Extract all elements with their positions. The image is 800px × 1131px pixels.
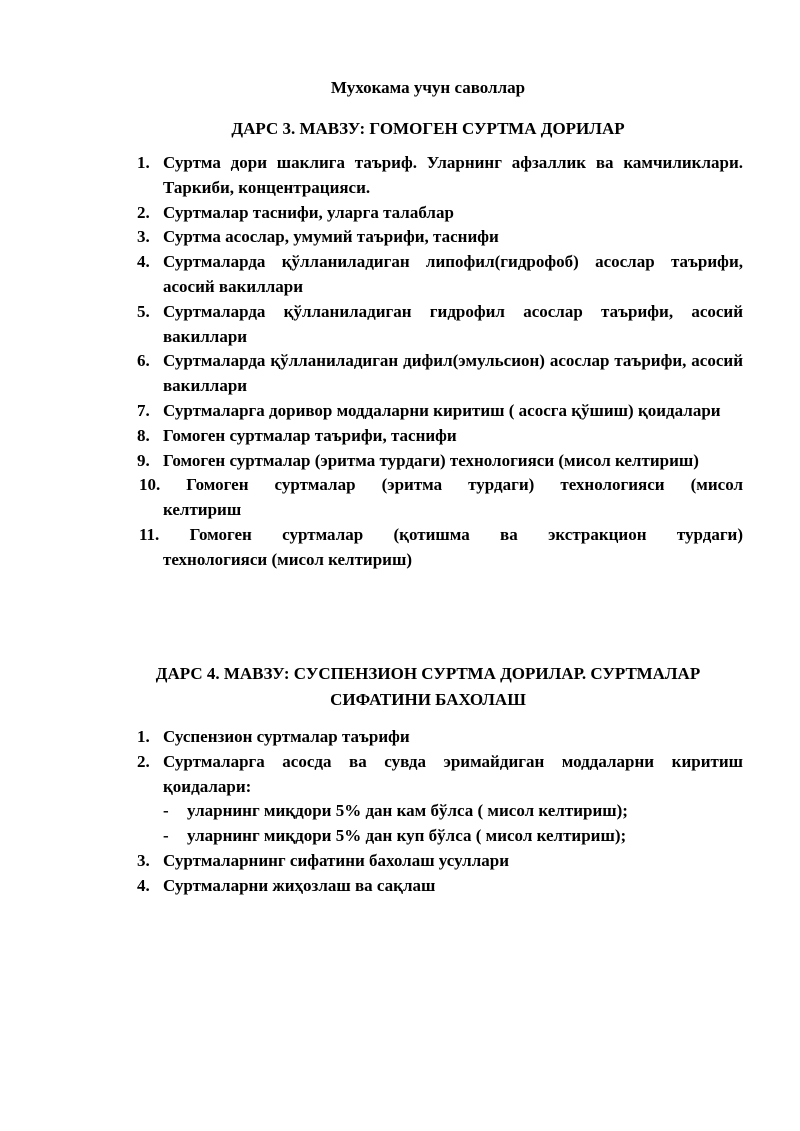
- item-line: [139, 523, 743, 548]
- item-number: 7.: [137, 400, 150, 420]
- item-text: Суртмаларни жиҳозлаш ва сақлаш: [163, 875, 436, 895]
- list-item: [137, 874, 743, 899]
- item-number: 6.: [137, 351, 150, 371]
- list-item: [137, 750, 743, 849]
- item-number: 8.: [137, 425, 150, 445]
- list-item: [137, 151, 743, 201]
- item-text: Суртмаларда қўлланиладиган дифил(эмульсион) асослар таърифи, асосий вакиллари: [163, 351, 743, 396]
- item-text: Гомоген суртмалар таърифи, таснифи: [163, 425, 457, 445]
- list-item: [139, 473, 743, 523]
- list-item: [137, 201, 743, 226]
- item-number: 4.: [137, 252, 150, 272]
- lesson4-heading-line2: СИФАТИНИ БАХОЛАШ: [330, 690, 526, 709]
- item-number: 1.: [137, 727, 150, 746]
- item-text: Суртмаларда қўлланиладиган гидрофил асослар таърифи, асосий вакиллари: [163, 301, 743, 346]
- item-number: 9.: [137, 450, 150, 470]
- item-number: 2.: [137, 751, 150, 771]
- lesson4-heading: [112, 661, 744, 713]
- item-text-continued: келтириш: [163, 500, 242, 520]
- item-number: 5.: [137, 301, 150, 321]
- item-number: 2.: [137, 202, 150, 222]
- item-text: Суртмалар таснифи, уларга талаблар: [163, 202, 454, 222]
- list-item: [137, 250, 743, 300]
- list-item: [137, 725, 743, 750]
- item-number: 1.: [137, 153, 150, 172]
- item-text: Гомоген суртмалар (эритма турдаги) технологияси (мисол келтириш): [163, 450, 699, 470]
- item-text: Гомоген суртмалар (эритма турдаги) технологияси (мисол: [186, 475, 744, 495]
- dash-bullet: -: [163, 826, 169, 846]
- sub-item-text: уларнинг миқдори 5% дан куп бўлса ( мисол келтириш);: [187, 826, 627, 846]
- item-text: Суртмаларга доривор моддаларни киритиш ( асосга қўшиш) қоидалари: [163, 400, 721, 420]
- list-item: [137, 424, 743, 449]
- lesson4-question-list: [0, 725, 743, 899]
- list-item: [137, 349, 743, 399]
- item-text: Суртмаларнинг сифатини бахолаш усуллари: [163, 850, 510, 870]
- sub-item-text: уларнинг миқдори 5% дан кам бўлса ( мисол келтириш);: [187, 801, 628, 821]
- lesson3-question-list: [0, 151, 743, 573]
- list-item: [137, 449, 743, 474]
- item-number: 3.: [137, 850, 150, 870]
- sub-list-item: [163, 824, 743, 849]
- page-title: Мухокама учун саволлар: [330, 78, 526, 97]
- dash-bullet: -: [163, 801, 169, 821]
- item-number: 3.: [137, 227, 150, 247]
- list-item: [137, 225, 743, 250]
- item-text: Гомоген суртмалар (қотишма ва экстракцион турдаги): [189, 524, 743, 544]
- list-item: [137, 399, 743, 424]
- item-text: Суртмаларда қўлланиладиган липофил(гидрофоб) асослар таърифи, асосий вакиллари: [163, 252, 743, 296]
- item-number: 10.: [139, 475, 161, 495]
- lesson3-heading: ДАРС 3. МАВЗУ: ГОМОГЕН СУРТМА ДОРИЛАР: [231, 119, 625, 138]
- item-text: Суспензион суртмалар таърифи: [163, 727, 410, 746]
- lesson4-heading-line1: ДАРС 4. МАВЗУ: СУСПЕНЗИОН СУРТМА ДОРИЛАР. СУРТМАЛАР: [155, 664, 701, 683]
- item-number: 11.: [139, 524, 160, 544]
- list-item: [139, 523, 743, 573]
- list-item: [137, 300, 743, 350]
- item-text: Суртмаларга асосда ва сувда эримайдиган моддаларни киритиш қоидалари:: [163, 751, 743, 796]
- list-item: [137, 849, 743, 874]
- item-line: [139, 473, 743, 498]
- sub-list-item: [163, 799, 743, 824]
- item-text: Суртма асослар, умумий таърифи, таснифи: [163, 227, 499, 247]
- item-text-continued: технологияси (мисол келтириш): [163, 549, 412, 569]
- sub-list: [163, 799, 743, 849]
- item-number: 4.: [137, 875, 150, 895]
- item-text: Суртма дори шаклига таъриф. Уларнинг афзаллик ва камчиликлари. Таркиби, концентрацияси.: [163, 153, 743, 197]
